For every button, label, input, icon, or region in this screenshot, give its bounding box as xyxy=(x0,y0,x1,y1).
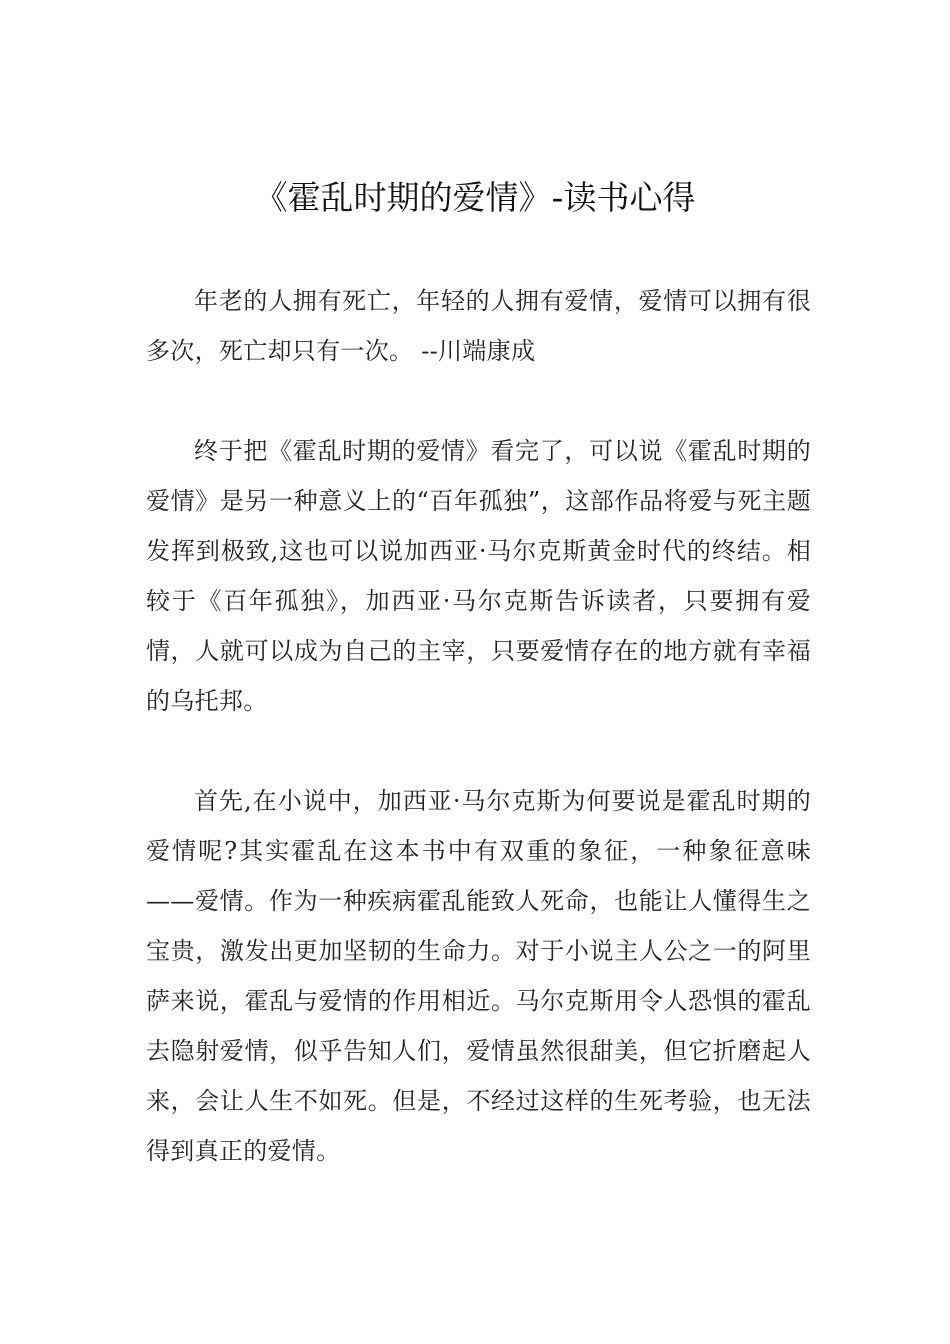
paragraph-quote: 年老的人拥有死亡，年轻的人拥有爱情，爱情可以拥有很多次，死亡却只有一次。 --川端康成 xyxy=(146,287,811,365)
paragraph-analysis: 首先,在小说中，加西亚·马尔克斯为何要说是霍乱时期的爱情呢?其实霍乱在这本书中有双重的象征，一种象征意味——爱情。作为一种疾病霍乱能致人死命，也能让人懂得生之宝贵，激发出更加坚韧的生命力。对于小说主人公之一的阿里萨来说，霍乱与爱情的作用相近。马尔克斯用令人恐惧的霍乱去隐射爱情，似乎告知人们，爱情虽然很甜美，但它折磨起人来，会让人生不如死。但是，不经过这样的生死考验，也无法得到真正的爱情。 xyxy=(146,787,811,1165)
paragraph-1-block xyxy=(146,276,811,376)
paragraph-intro: 终于把《霍乱时期的爱情》看完了，可以说《霍乱时期的爱情》是另一种意义上的“百年孤独”，这部作品将爱与死主题发挥到极致,这也可以说加西亚·马尔克斯黄金时代的终结。相较于《百年孤独》，加西亚·马尔克斯告诉读者，只要拥有爱情，人就可以成为自己的主宰，只要爱情存在的地方就有幸福的乌托邦。 xyxy=(146,437,811,715)
paragraph-3-block xyxy=(146,776,811,1176)
document-title: 《霍乱时期的爱情》-读书心得 xyxy=(254,178,696,217)
paragraph-2-block xyxy=(146,426,811,726)
